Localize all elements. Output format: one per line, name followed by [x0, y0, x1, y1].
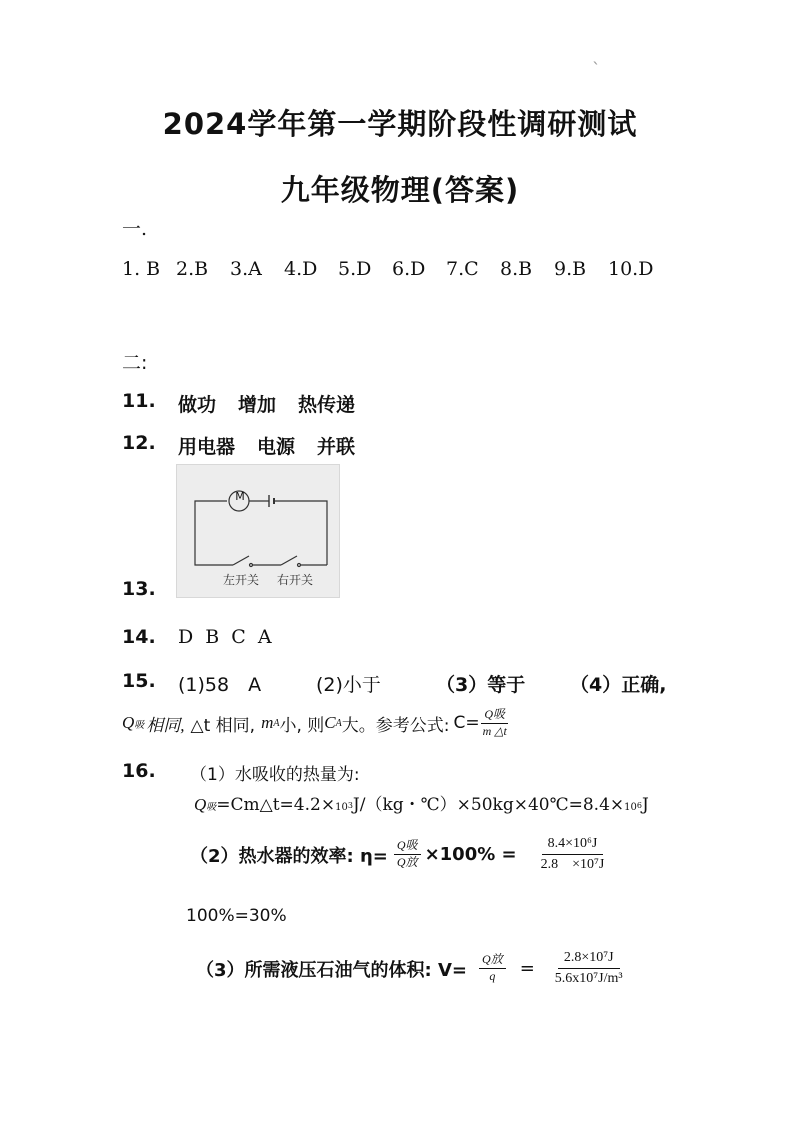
q15-number: 15.	[122, 670, 156, 692]
q16-symbol-q-sub: 吸	[206, 802, 217, 813]
q16-symbol-q: Q	[194, 795, 207, 814]
q16-part1-label: （1）水吸收的热量为:	[190, 765, 360, 785]
q16-exp-a-base: 10	[335, 802, 348, 813]
choice-answers	[122, 258, 662, 280]
q15-formula-numerator: Q吸	[481, 708, 508, 724]
q15-symbol-m-sub: A	[273, 717, 280, 729]
q16-part2-numerator: Q吸	[394, 839, 421, 855]
q12-answer: 并联	[317, 436, 356, 458]
q12-answers	[178, 432, 355, 459]
q12-answer: 用电器	[178, 436, 236, 458]
q16-part3-equals: =	[519, 958, 535, 980]
q15-part4: （4）正确,	[570, 674, 667, 696]
q16-part2-fraction	[394, 839, 421, 870]
q16-part3-value-fraction	[549, 950, 629, 987]
answer-item: 9.B	[554, 258, 587, 280]
q15-reason-big: 大。参考公式:	[341, 715, 450, 736]
q15-symbol-q: Q	[122, 713, 135, 733]
q16-part3	[196, 950, 629, 987]
q15-formula-denominator: m △t	[482, 723, 507, 738]
q15-symbol-q-sub: 吸	[134, 719, 145, 731]
q11-answer: 增加	[238, 394, 277, 416]
q15-symbol-c: C	[324, 713, 336, 733]
answer-item: 1. B	[122, 258, 161, 280]
motor-label: M	[235, 490, 245, 503]
q16-part2-value-denominator: 2.8 ×10⁷J	[540, 857, 605, 873]
q16-part2-denominator: Q放	[396, 855, 418, 870]
q16-part2	[190, 836, 610, 873]
answer-item: 2.B	[176, 258, 209, 280]
q11-answers	[178, 390, 355, 417]
answer-item: 6.D	[392, 258, 426, 280]
q11-number: 11.	[122, 390, 156, 412]
q12-answer: 电源	[257, 436, 296, 458]
section-one-heading: 一.	[122, 218, 148, 240]
q16-part3-value-denominator: 5.6x10⁷J/m³	[554, 971, 623, 987]
q16-calc-b: J/（kg・℃）×50kg×40℃=8.4×	[352, 795, 625, 815]
left-switch-symbol	[233, 556, 249, 565]
q16-part2-times: ×100% =	[424, 844, 517, 866]
page-mark: `	[592, 60, 601, 80]
q14-number: 14.	[122, 626, 156, 648]
answer-item: 3.A	[230, 258, 262, 280]
q14-answer: D B C A	[178, 626, 275, 648]
q15-part2: (2)小于	[316, 674, 381, 696]
q15-part1: (1)58 A	[178, 674, 262, 696]
left-switch-label: 左开关	[223, 573, 260, 587]
circuit-diagram-photo	[176, 464, 340, 598]
q16-part3-fraction	[479, 953, 506, 984]
q11-answer: 热传递	[298, 394, 356, 416]
page-subtitle: 九年级物理(答案)	[280, 173, 520, 207]
q16-calc-a: =Cm△t=4.2×	[216, 795, 336, 815]
q16-part1-calculation	[194, 790, 649, 815]
q15-reason-same: 相同,	[146, 715, 185, 735]
q15-symbol-c-sub: A	[335, 717, 342, 729]
q16-part3-label: （3）所需液压石油气的体积: V=	[196, 959, 468, 981]
section-two-heading: 二:	[122, 352, 148, 374]
q15-reason-small: 小, 则	[279, 715, 325, 736]
right-switch-symbol	[281, 556, 297, 565]
q16-exp-a-power: 3	[347, 801, 353, 810]
q15-symbol-m: m	[261, 713, 274, 733]
q16-exp-b-power: 6	[636, 801, 642, 810]
q15-part3: （3）等于	[436, 674, 526, 696]
q16-part3-numerator: Q放	[479, 953, 506, 969]
q16-part2-value-numerator: 8.4×10⁶J	[542, 836, 604, 855]
answer-item: 7.C	[446, 258, 479, 280]
q11-answer: 做功	[178, 394, 217, 416]
q16-part2-result: 100%=30%	[186, 906, 287, 926]
q15-formula-fraction	[480, 708, 510, 739]
q16-part3-denominator: q	[489, 969, 496, 984]
q15-formula-prefix: C=	[453, 713, 480, 734]
answer-item: 10.D	[608, 258, 654, 280]
right-switch-label: 右开关	[277, 573, 314, 587]
q16-part2-label: （2）热水器的效率: η=	[190, 845, 388, 867]
q16-part2-value-fraction	[535, 836, 611, 873]
q16-unit: J	[641, 795, 649, 815]
answer-item: 4.D	[284, 258, 318, 280]
q15-reason-dt: △t 相同,	[190, 715, 256, 736]
answer-item: 5.D	[338, 258, 372, 280]
q13-number: 13.	[122, 578, 156, 600]
q16-number: 16.	[122, 760, 156, 782]
answer-item: 8.B	[500, 258, 533, 280]
q15-reasoning	[122, 708, 510, 739]
q12-number: 12.	[122, 432, 156, 454]
page-title: 2024学年第一学期阶段性调研测试	[162, 107, 638, 141]
q16-part3-value-numerator: 2.8×10⁷J	[558, 950, 620, 969]
q16-exp-b-base: 10	[624, 802, 637, 813]
